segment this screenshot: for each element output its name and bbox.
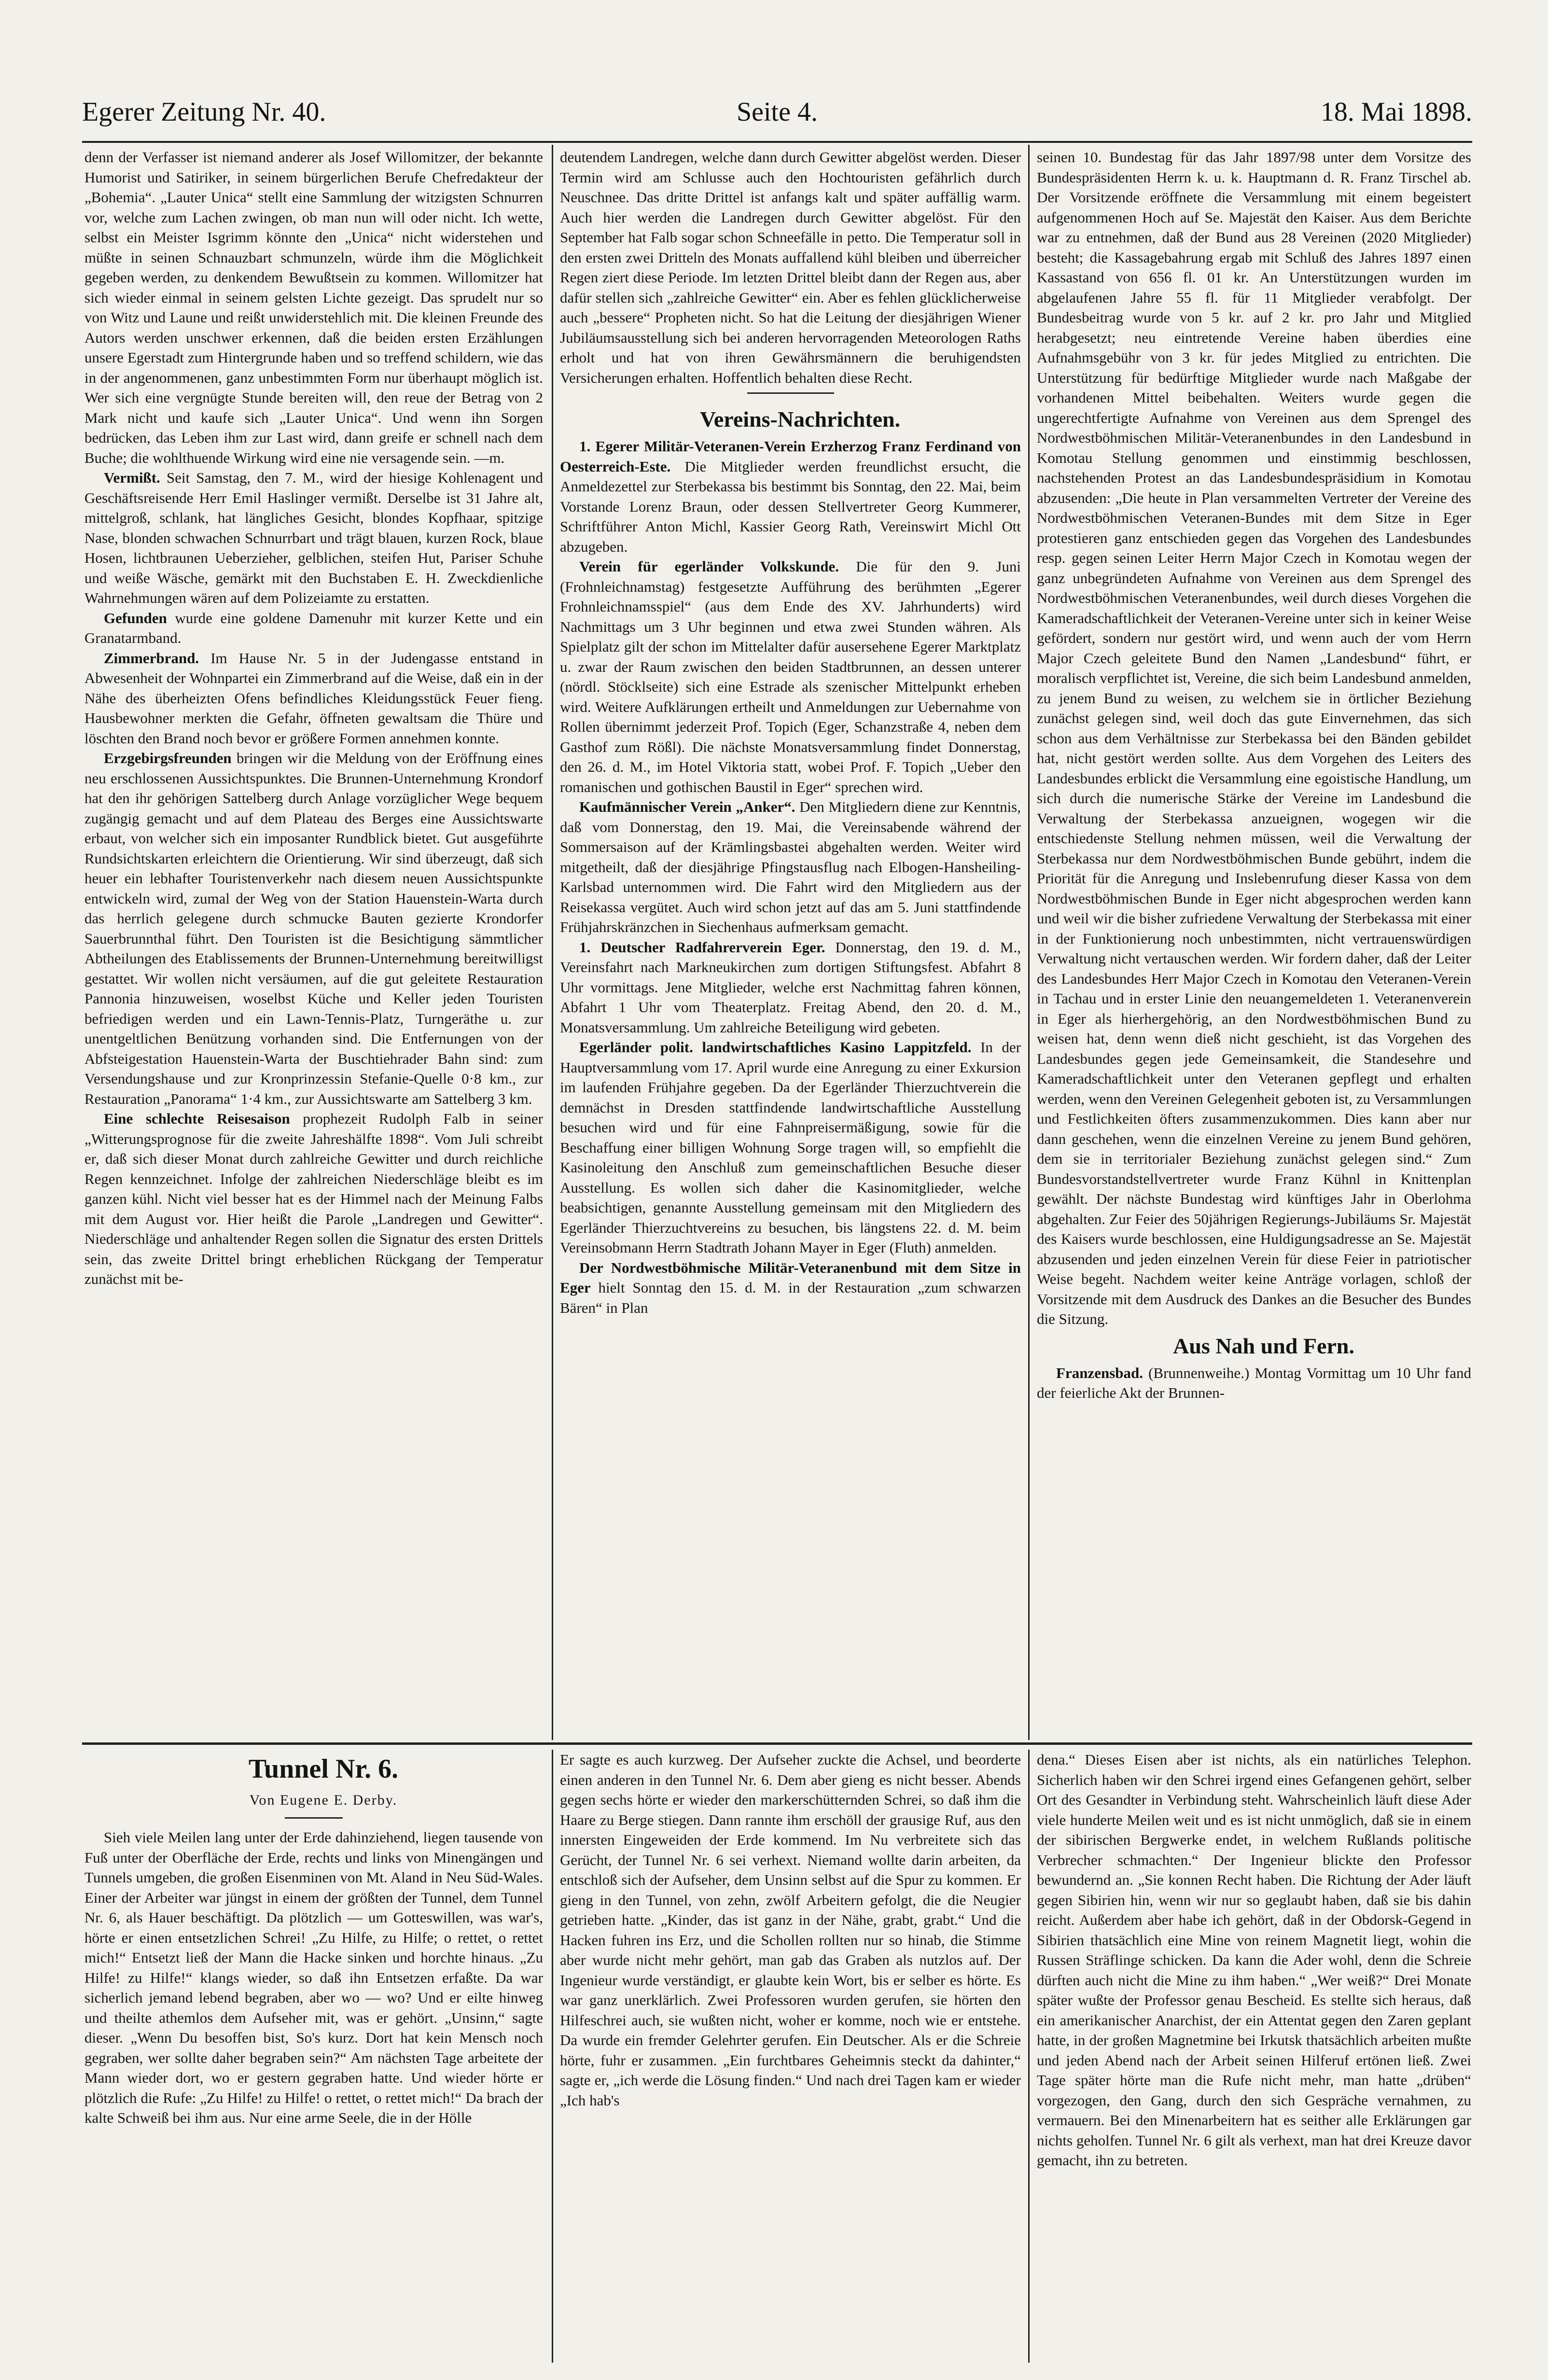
story-text-part-3: dena.“ Dieses Eisen aber ist nichts, als ein natürliches Telephon. Sicherlich haben wir den Schrei irgend eines Gefangenen gehört, selber Ort des Gesandter in Verbindung steht. Wahrscheinlich läuft diese Ader viele hunderte Meilen weit und es ist nicht unmöglich, daß sie in einem der sibirischen Bergwerke endet, in welchem Rußlands politische Verbrecher schmachten.“ Der Ingenieur blickte den Professor bewundernd an. „Sie konnen Recht haben. Die Richtung der Ader läuft gegen Sibirien hin, wenn wir nur so geglaubt haben, daß sie bis dahin reicht. Außerdem aber habe ich gehört, daß in der Obdorsk-Gegend in Sibirien thatsächlich eine Mine von reinem Magnetit liegt, wohin die Russen Sträflinge schicken. Da kann die Ader wohl, denn die Schreie dürften auch nicht die Mine zu ihm haben.“ „Wer weiß?“ Drei Monate später wußte der Professor genau Bescheid. Es stellte sich heraus, daß ein amerikanischer Anarchist, der ein Attentat gegen den Zaren geplant hatte, in der großen Magnetmine bei Irkutsk thatsächlich arbeiten mußte und jeden Abend nach der Arbeit seinen Hilferuf ertönen ließ. Zwei Tage später hörte man die Rufe nicht mehr, man hatte „drüben“ vorgezogen, den Gang, durch den sich Gespräche vernahmen, zu vermauern. Bei den Minenarbeitern hat es seither alle Erklärungen gar nichts geholfen. Tunnel Nr. 6 gilt als verhext, man hat drei Kreuze davor gemacht, ihn zu betreten. xyxy=(1037,1751,1471,2169)
text-veteranen-verein: Die Mitglieder werden freundlichst ersucht, die Anmeldezettel zur Sterbekassa bis bestimmt bis Sonntag, den 22. Mai, beim Vorstande Lorenz Braun, oder dessen Stellvertreter Georg Kummerer, Schriftführer Anton Michl, Kassier Georg Rath, Vereinswirt Michl Ott abzugeben. xyxy=(560,458,1021,555)
headline-erzgebirgsfreunde: Erzgebirgsfreunden xyxy=(104,750,232,766)
story-text-part-1: Sieh viele Meilen lang unter der Erde dahinziehend, liegen tausende von Fuß unter der Oberfläche der Erde, rechts und links von Minengängen und Tunnels umgeben, die großen Eisenminen von Mt. Aland in Neu Süd-Wales. Einer der Arbeiter war jüngst in einem der größten der Tunnel, dem Tunnel Nr. 6, als Hauer beschäftigt. Da plötzlich — um Gotteswillen, was war's, hörte er einen entsetzlichen Schrei! „Zu Hilfe, zu Hilfe; o rettet, o rettet mich!“ Entsetzt ließ der Mann die Hacke sinken und horchte hinaus. „Zu Hilfe! zu Hilfe!“ klangs wieder, so daß ihn Entsetzen erfaßte. Da war sicherlich jemand lebend begraben, aber wo — wo? Und er eilte hinweg und theilte athemlos dem Aufseher mit, was er gehört. „Unsinn,“ sagte dieser. „Wenn Du besoffen bist, So's kurz. Dort hat kein Mensch noch gegraben, wer sollte daher begraben sein?“ Am nächsten Tage arbeitete der Mann wieder dort, wo er gestern gegraben hatte. Und wieder hörte er plötzlich die Rufe: „Zu Hilfe! zu Hilfe! o rettet, o rettet mich!“ Da brach der kalte Schweiß bei ihm aus. Nur eine arme Seele, die in der Hölle xyxy=(84,1829,543,2126)
section-rule xyxy=(747,392,834,394)
story-separator-rule xyxy=(82,1742,1472,1745)
column-1 xyxy=(84,147,543,1738)
page-header xyxy=(82,87,1472,145)
article-vermisst xyxy=(84,468,543,608)
article-zimmerbrand xyxy=(84,648,543,749)
text-veteranenbund: hielt Sonntag den 15. d. M. in der Restauration „zum schwarzen Bären“ in Plan xyxy=(560,1279,1021,1316)
story-column-1 xyxy=(84,1750,543,2363)
text-volkskunde: Die für den 9. Juni (Frohnleichnamstag) festgesetzte Aufführung des berühmten „Egerer Frohnleichnamsspiel“ (aus dem Ende des XV. Jahrhunderts) wird Nachmittags um 3 Uhr beginnen und etwa zwei Stunden währen. Als Spielplatz gilt der schon im Mittelalter dafür ausersehene Egerer Marktplatz u. zwar der Raum zwischen den beiden Stadtbrunnen, an dessen unterer (nördl. Stöcklseite) sich eine Estrade als szenischer Mittelpunkt erheben wird. Weitere Aufklärungen ertheilt und Anmeldungen zur Uebernahme von Rollen übernimmt jederzeit Prof. Topich (Eger, Schanzstraße 4, neben dem Gasthof zum Rößl). Die nächste Monatsversammlung findet Donnerstag, den 26. d. M., im Hotel Viktoria statt, wobei Prof. F. Topich „Ueber den romanischen und gothischen Baustil in Eger“ sprechen wird. xyxy=(560,558,1021,795)
text-kasino: In der Hauptversammlung vom 17. April wurde eine Anregung zu einer Exkursion im laufenden Frühjahre gegeben. Da der Egerländer Thierzuchtverein die demnächst in Dresden stattfindende landwirtschaftliche Ausstellung besuchen wird und für eine Fahnpreisermäßigung, sowie für die Beschaffung einer billigen Wohnung Sorge tragen will, so empfiehlt die Kasinoleitung den Anschluß zum gemeinschaftlichen Besuche dieser Ausstellung. Es wollen sich daher die Kasinomitglieder, welche beabsichtigen, genannte Ausstellung gemeinsam mit den Mitgliedern des Egerländer Thierzuchtvereins zu besuchen, bis längstens 22. d. M. beim Vereinsobmann Herrn Stadtrath Johann Mayer in Eger (Fluth) anmelden. xyxy=(560,1039,1021,1256)
story-divider-1 xyxy=(552,1750,553,2363)
headline-kasino: Egerländer polit. landwirtschaftliches Kasino Lappitzfeld. xyxy=(579,1039,972,1056)
headline-zimmerbrand: Zimmerbrand. xyxy=(104,649,199,667)
column-divider-2 xyxy=(1028,145,1030,1740)
article-reisesaison xyxy=(84,1109,543,1289)
article-volkskunde xyxy=(560,557,1021,797)
text-vermisst: Seit Samstag, den 7. M., wird der hiesige Kohlenagent und Geschäftsreisende Herr Emil Haslinger vermißt. Derselbe ist 31 Jahre alt, mittelgroß, schlank, hat längliches Gesicht, blondes Kopfhaar, spitzige Nase, blonden schwachen Schnurrbart und trägt blauen, kurzen Rock, blaue Hosen, lichtbraunen Ueberzieher, gelblichen, steifen Hut, Pariser Schuhe und weiße Wäsche, gemärkt mit den Buchstaben E. H. Zweckdienliche Wahrnehmungen wären auf dem Polizeiamte zu erstatten. xyxy=(84,469,543,606)
headline-reisesaison: Eine schlechte Reisesaison xyxy=(104,1110,290,1127)
article-franzensbad xyxy=(1037,1363,1471,1403)
story-column-2 xyxy=(560,1750,1021,2363)
section-title-aus-nah-und-fern: Aus Nah und Fern. xyxy=(1173,1333,1354,1358)
headline-veteranenbund: Der Nordwestböhmische Militär-Veteranenbund mit dem Sitze in Eger xyxy=(560,1259,1021,1296)
headline-anker: Kaufmännischer Verein „Anker“. xyxy=(579,798,795,815)
header-date: 18. Mai 1898. xyxy=(1320,97,1472,127)
story-byline: Von Eugene E. Derby. xyxy=(249,1792,398,1808)
article-anker xyxy=(560,797,1021,937)
headline-franzensbad: Franzensbad. xyxy=(1056,1364,1143,1381)
column-3 xyxy=(1037,147,1471,1738)
article-unica-review: denn der Verfasser ist niemand anderer als Josef Willomitzer, der bekannte Humorist und Satiriker, in seinem bürgerlichen Berufe Chefredakteur der „Bohemia“. „Lauter Unica“ stellt eine Sammlung der witzigsten Schnurren vor, welche zum Lachen zwingen, ob man nun will oder nicht. Ich wette, selbst ein Meister Isgrimm könnte den „Unica“ nicht widerstehen und müßte in seinen Schnauzbart schmunzeln, würde ihm die Möglichkeit gegeben werden, zu denkendem Bewußtsein zu kommen. Willomitzer hat sich wieder einmal in seinem gelsten Lichte gezeigt. Das sprudelt nur so von Witz und Laune und reißt unwiderstehlich mit. Die kleinen Freunde des Autors werden unschwer erkennen, daß die beiden ersten Erzählungen unsere Egerstadt zum Hintergrunde haben und so treffend schildern, wie das in der angenommenen, ganz unbestimmten Form nur überhaupt möglich ist. Wer sich eine vergnügte Stunde bereiten will, den reue der Betrag von 2 Mark nicht und kaufe sich „Lauter Unica“. Und wenn ihn Sorgen bedrücken, das Leben ihm zur Last wird, dann greife er schnell nach dem Buche; die wohlthuende Wirkung wird eine nie versagende sein. —m. xyxy=(84,149,543,466)
article-veteranen-verein xyxy=(560,436,1021,557)
story-title: Tunnel Nr. 6. xyxy=(248,1754,399,1784)
story-text-part-2: Er sagte es auch kurzweg. Der Aufseher zuckte die Achsel, und beorderte einen anderen in den Tunnel Nr. 6. Dem aber gieng es nicht besser. Abends gegen sechs hörte er wieder den markerschütternden Schrei, so daß ihm die Haare zu Berge stiegen. Dann rannte ihm erschöll der grausige Ruf, aus den innersten Eingeweiden der Erde kommend. Im Nu verbreitete sich das Gerücht, der Tunnel Nr. 6 sei verhext. Niemand wollte darin arbeiten, da entschloß sich der Aufseher, dem Unsinn selbst auf die Spur zu kommen. Er gieng in den Tunnel, von zehn, zwölf Arbeitern gefolgt, die die Neugier getrieben hatte. „Kinder, das ist ganz in der Nähe, grabt, grabt.“ Und die Hacken fuhren ins Erz, und die Schollen rollten nur so hinab, die Stimme aber wurde nicht mehr gehört, man gab das Graben als nutzlos auf. Der Ingenieur wurde verständigt, er glaubte kein Wort, bis er selber es hörte. Es war ganz unerklärlich. Zwei Professoren wurden gerufen, sie hörten den Hilfeschrei auch, sie wußten nicht, woher er komme, noch wie er entstehe. Da wurde ein fremder Gelehrter gerufen. Ein Deutscher. Als er die Schreie hörte, fuhr er zusammen. „Ein furchtbares Geheimnis steckt da dahinter,“ sagte er, „ich werde die Lösung finden.“ Und nach drei Tagen kam er wieder „Ich hab's xyxy=(560,1751,1021,2109)
article-veteranenbund xyxy=(560,1258,1021,1318)
article-kasino xyxy=(560,1037,1021,1258)
headline-veteranen-verein: 1. Egerer Militär-Veteranen-Verein Erzherzog Franz Ferdinand von Oesterreich-Este. xyxy=(560,438,1021,475)
text-reisesaison: prophezeit Rudolph Falb in seiner „Witterungsprognose für die zweite Jahreshälfte 1898“. Vom Juli schreibt er, daß sich dieser Monat durch zahlreiche Gewitter und durch reichliche Regen kennzeichnet. Infolge der zahlreichen Niederschläge bleibt es im ganzen kühl. Nicht viel besser hat es der Himmel nach der Meinung Falbs mit dem August vor. Hier heißt die Parole „Landregen und Gewitter“. Niederschläge und anhaltender Regen sollen die Signatur des ersten Drittels sein, das zweite Drittel bringt erheblichen Rückgang der Temperatur zunächst mit be- xyxy=(84,1110,543,1287)
story-column-3 xyxy=(1037,1750,1471,2363)
text-anker: Den Mitgliedern diene zur Kenntnis, daß vom Donnerstag, den 19. Mai, die Vereinsabende während der Sommersaison auf der Krämlingsbastei abgehalten werden. Weiter wird mitgetheilt, daß der diesjährige Pfingstausflug nach Elbogen-Hansheiling-Karlsbad unternommen wird. Die Fahrt wird den Mitgliedern aus der Reisekassa vergütet. Auch wird schon jetzt auf das am 5. Juni stattfindende Frühjahrskränzchen in Siechenhaus aufmerksam gemacht. xyxy=(560,798,1021,935)
headline-gefunden: Gefunden xyxy=(104,609,167,626)
header-rule xyxy=(82,141,1472,143)
column-2 xyxy=(560,147,1021,1738)
article-gefunden xyxy=(84,608,543,648)
column-divider-1 xyxy=(552,145,553,1740)
section-title-vereins-nachrichten: Vereins-Nachrichten. xyxy=(699,407,901,431)
article-erzgebirgsfreunde xyxy=(84,748,543,1109)
article-bundestag: seinen 10. Bundestag für das Jahr 1897/98 unter dem Vorsitze des Bundespräsidenten Herrn k. u. k. Hauptmann d. R. Franz Tirschel ab. Der Vorsitzende eröffnete die Versammlung mit einem begeistert aufgenommenen Hoch auf Se. Majestät den Kaiser. Aus dem Berichte war zu entnehmen, daß der Bund aus 28 Vereinen (2020 Mitglieder) besteht; die Kassagebahrung ergab mit Schluß des Jahres 1897 einen Kassastand von 656 fl. 01 kr. An Unterstützungen wurden im abgelaufenen Jahre 55 fl. für 11 Mitglieder verabfolgt. Der Bundesbeitrag wurde von 5 kr. auf 2 kr. pro Jahr und Mitglied herabgesetzt; neu eintretende Vereine haben überdies eine Aufnahmsgebühr von 3 kr. für jedes Mitglied zu entrichten. Die Unterstützung für bedürftige Mitglieder wurde nach Maßgabe der vorhandenen Mittel beibehalten. Weiters wurde gegen die ungerechtfertigte Aufnahme von Vereinen aus dem Sprengel des Nordwestböhmischen Militär-Veteranenbundes in den Landesbund in Komotau Stellung genommen und einstimmig beschlossen, nachstehenden Protest an das Landesbundespräsidium in Komotau abzusenden: „Die heute in Plan versammelten Vertreter der Vereine des Nordwestböhmischen Veteranen-Bundes mit dem Sitze in Eger protestieren ganz entschieden gegen das Vorgehen des Landesbundes resp. gegen seinen Leiter Herrn Major Czech in Komotau wegen der ganz unbegründeten Aufnahme von Vereinen aus dem Sprengel des Nordwestböhmischen Veteranenbundes, weil durch dieses Vorgehen die Kameradschaftlichkeit der Veteranen-Vereine unter sich in keiner Weise gefördert, sondern nur gestört wird, und wenn auch der vom Herrn Major Czech geleitete Bund den Namen „Landesbund“ führt, er moralisch verpflichtet ist, Vereine, die sich beim Landesbund anmelden, zu jenem Bund zu weisen, zu welchem sie in örtlicher Beziehung zunächst gelegen sind, weil doch das gute Einvernehmen, das sich schon aus dem Verhältnisse zur Sterbekassa bei den Bänden gebildet hat, nicht gestört werden sollte. Aus dem Vorgehen des Leiters des Landesbundes erblickt die Versammlung eine egoistische Handlung, um sich durch die numerische Stärke der Vereine im Landesbund die Verwaltung der Sterbekassa anzueignen, wogegen wir die entschiedenste Stellung nehmen müssen, weil die Verwaltung der Sterbekassa nur dem Nordwestböhmischen Bunde gebührt, indem die Priorität für die Anregung und Inslebenrufung dieser Kassa von dem Nordwestböhmischen Bunde in Eger nicht abgesprochen werden kann und weil wir die bisher zufriedene Verwaltung der Sterbekassa mit einer in der Funktionierung noch unbestimmten, nicht vertrauenswürdigen Verwaltung nicht vertauschen werden. Wir fordern daher, daß der Leiter des Landesbundes Herr Major Czech in Komotau den Veteranen-Verein in Tachau und in erster Linie den neuangemeldeten 1. Veteranenverein in Eger als hierhergehörig, an den Nordwestböhmischen Bund zu weisen hat, denn wenn dieß nicht geschieht, ist das Vorgehen des Landesbundes gegen jede Gemeinsamkeit, die Standesehre und Kameradschaftlichkeit unter den Veteranen gepflegt und erhalten werden, wenn den Vereinen Gelegenheit geboten ist, zu Versammlungen und Festlichkeiten öfters zusammenzukommen. Dies kann aber nur dann geschehen, wenn die einzelnen Vereine zu jenem Bund gehören, dem sie in territorialer Beziehung zunächst gelegen sind.“ Zum Bundesvorstandstellvertreter wurde Franz Kühnl in Knittenplan gewählt. Der nächste Bundestag wird künftiges Jahr in Oberlohma abgehalten. Zur Feier des 50jährigen Regierungs-Jubiläums Sr. Majestät des Kaisers wurde beschlossen, eine Huldigungsadresse an Se. Majestät abzusenden und jeden einzelnen Verein für diese Feier in patriotischer Weise begeht. Nachdem weiter keine Anträge vorlagen, schloß der Vorsitzende mit dem Ausdruck des Dankes an die Besucher des Bundes die Sitzung. xyxy=(1037,149,1471,1327)
headline-radfahrerverein: 1. Deutscher Radfahrerverein Eger. xyxy=(579,938,825,956)
headline-volkskunde: Verein für egerländer Volkskunde. xyxy=(579,558,839,575)
text-erzgebirgsfreunde: bringen wir die Meldung von der Eröffnung eines neu erschlossenen Aussichtspunktes. Die Brunnen-Unternehmung Krondorf hat den ihr gehörigen Sattelberg durch Anlage vorzüglicher Wege bequem zugängig gemacht und auf dem Plateau des Berges eine Aussichtswarte erbaut, von welcher sich ein imposanter Rundblick bietet. Gut ausgeführte Rundsichtskarten erleichtern die Orientierung. Wir sind überzeugt, daß sich heuer ein lebhafter Touristenverkehr nach diesem neuen Aussichtspunkte entwickeln wird, zumal der Weg von der Station Hauenstein-Warta durch das herrlich gelegene durch schmucke Bauten gezierte Krondorfer Sauerbrunnthal führt. Den Touristen ist die Besichtigung sämmtlicher Abtheilungen des Etablissements der Brunnen-Unternehmung bereitwilligst gestattet. Wir wollen nicht versäumen, auf die gut geleitete Restauration Pannonia hinzuweisen, woselbst Küche und Keller jeden Touristen befriedigen werden und ein Lawn-Tennis-Platz, Turngeräthe u. zur unentgeltlichen Benützung vorhanden sind. Die Entfernungen von der Abfsteigestation Hauenstein-Warta der Buschtiehrader Bahn sind: zum Versendungshause und zur Kronprinzessin Stefanie-Quelle 0·8 km., zur Restauration „Panorama“ 1·4 km., zur Aussichtswarte am Sattelberg 3 km. xyxy=(84,750,543,1107)
text-franzensbad: (Brunnenweihe.) Montag Vormittag um 10 Uhr fand der feierliche Akt der Brunnen- xyxy=(1037,1364,1471,1401)
header-paper-name: Egerer Zeitung Nr. 40. xyxy=(82,97,326,127)
headline-vermisst: Vermißt. xyxy=(104,469,160,486)
story-title-rule xyxy=(285,1817,343,1819)
article-reisesaison-continued: deutendem Landregen, welche dann durch Gewitter abgelöst werden. Dieser Termin wird am Schlusse auch den Hochtouristen gefährlich durch Neuschnee. Das dritte Drittel ist anfangs kalt und später auffällig warm. Auch hier werden die Landregen durch Gewitter abgelöst. Für den September hat Falb sogar schon Schneefälle in petto. Die Temperatur soll in den ersten zwei Dritteln des Monats auffallend kühl bleiben und überreicher Regen ziert diese Periode. Im letzten Drittel bleibt dann der Regen aus, aber dafür stellen sich „zahlreiche Gewitter“ ein. Aber es fehlen glücklicherweise auch „bessere“ Propheten nicht. So hat die Leitung der diesjährigen Wiener Jubiläumsausstellung sich bei anderen hervorragenden Meteorologen Raths erholt und hat von ihren Gewährsmännern die beruhigendsten Versicherungen erhalten. Hoffentlich behalten diese Recht. xyxy=(560,149,1021,386)
header-page-number: Seite 4. xyxy=(737,97,818,127)
text-gefunden: wurde eine goldene Damenuhr mit kurzer Kette und ein Granatarmband. xyxy=(84,609,543,646)
text-radfahrerverein: Donnerstag, den 19. d. M., Vereinsfahrt nach Markneukirchen zum dortigen Stiftungsfest. Abfahrt 8 Uhr vormittags. Jene Mitglieder, welche erst Nachmittag fahren können, Abfahrt 1 Uhr vom Theaterplatz. Freitag Abend, den 20. d. M., Monatsversammlung. Um zahlreiche Beteiligung wird gebeten. xyxy=(560,938,1021,1036)
article-radfahrerverein xyxy=(560,937,1021,1038)
story-divider-2 xyxy=(1028,1750,1030,2363)
text-zimmerbrand: Im Hause Nr. 5 in der Judengasse entstand in Abwesenheit der Wohnpartei ein Zimmerbrand auf die Weise, daß ein in der Nähe des überheizten Ofens befindliches Kleidungsstück Feuer fieng. Hausbewohner merkten die Gefahr, öffneten gewaltsam die Thüre und löschten den Brand noch bevor er größere Formen annehmen konnte. xyxy=(84,649,543,747)
